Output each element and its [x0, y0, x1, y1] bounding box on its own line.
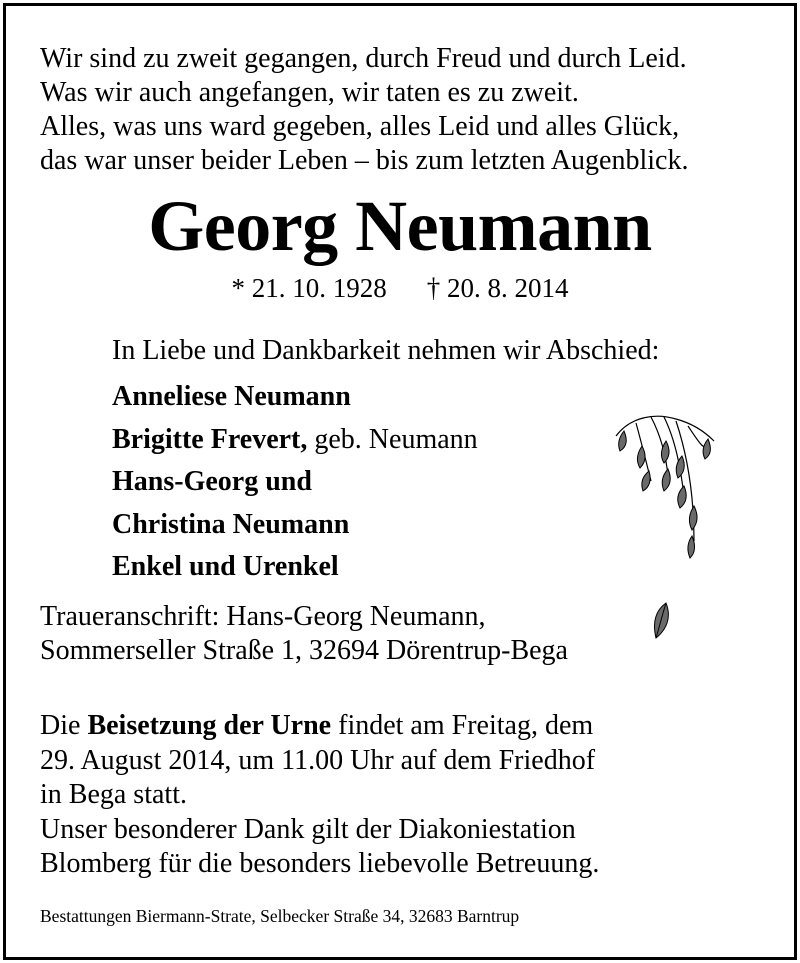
farewell-line: In Liebe und Dankbarkeit nehmen wir Abschied: — [112, 335, 660, 366]
thanks-line: Unser besonderer Dank gilt der Diakoniestation — [40, 813, 576, 845]
obituary-card — [3, 3, 797, 960]
birth-date: * 21. 10. 1928 — [231, 273, 387, 303]
poem-line: Wir sind zu zweit gegangen, durch Freud und durch Leid. — [40, 43, 687, 74]
poem — [40, 42, 688, 178]
funeral-line: 29. August 2014, um 11.00 Uhr auf dem Friedhof — [40, 744, 596, 776]
deceased-name: Georg Neumann — [148, 186, 652, 266]
falling-leaf-icon — [648, 600, 676, 642]
mourners-list — [112, 376, 478, 589]
condolence-address — [40, 600, 568, 668]
mourner: Brigitte Frevert, geb. Neumann — [112, 423, 478, 455]
funeral-line: in Bega statt. — [40, 779, 187, 810]
mourner: Enkel und Urenkel — [112, 551, 339, 582]
funeral-notice — [40, 709, 599, 882]
birch-branch-icon — [606, 401, 718, 566]
undertaker-footer: Bestattungen Biermann-Strate, Selbecker Straße 34, 32683 Barntrup — [40, 906, 520, 926]
poem-line: Alles, was uns ward gegeben, alles Leid und alles Glück, — [40, 111, 680, 142]
mourner: Anneliese Neumann — [112, 381, 351, 412]
poem-line: Was wir auch angefangen, wir taten es zu zweit. — [40, 77, 579, 108]
thanks-line: Blomberg für die besonders liebevolle Betreuung. — [40, 848, 600, 879]
funeral-line: Die Beisetzung der Urne findet am Freitag, dem — [40, 710, 594, 741]
life-dates — [6, 271, 794, 305]
poem-line: das war unser beider Leben – bis zum letzten Augenblick. — [40, 145, 689, 176]
death-date: † 20. 8. 2014 — [426, 273, 569, 303]
address-line: Sommerseller Straße 1, 32694 Dörentrup-Bega — [40, 635, 568, 666]
mourner: Christina Neumann — [112, 508, 350, 540]
mourner: Hans-Georg und — [112, 466, 312, 497]
address-line: Traueranschrift: Hans-Georg Neumann, — [40, 601, 486, 632]
